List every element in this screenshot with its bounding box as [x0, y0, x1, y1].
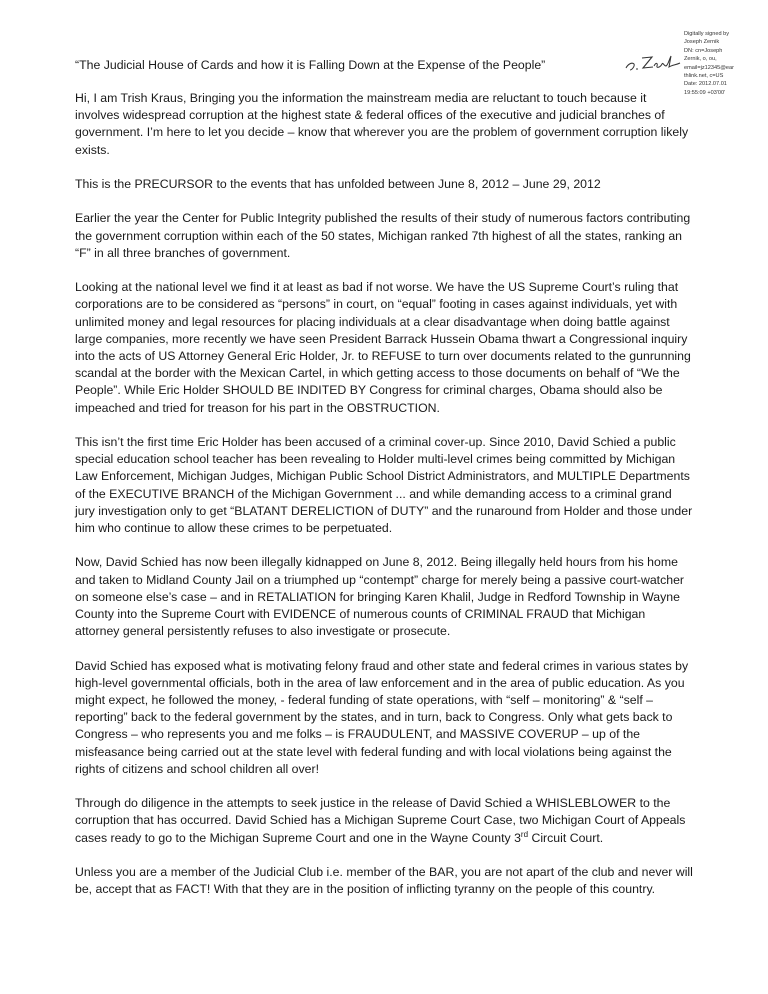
digital-signature: [622, 30, 762, 96]
signature-details: [684, 30, 762, 97]
paragraph: Earlier the year the Center for Public Integrity published the results of their study of numerous factors contributing the government corruption within each of the 50 states, Michigan ranked 7th highest of all the states, ranking an “F” in all three branches of government.: [75, 211, 691, 260]
ordinal-suffix: rd: [520, 829, 529, 839]
paragraph-text: Through do diligence in the attempts to seek justice in the release of David Schied a WHISLEBLOWER to the corruption that has occurred. David Schied has a Michigan Supreme Court Case, two Michigan Court of Appeals cases ready to go to the Michigan Supreme Court and one in the Wayne County 3: [75, 796, 686, 845]
paragraph: This isn’t the first time Eric Holder has been accused of a criminal cover-up. Since 2010, David Schied a public special education school teacher has been revealing to Holder multi-level crimes being committed by Michigan Law Enforcement, Michigan Judges, Michigan Public School District Administrators, and MULTIPLE Departments of the EXECUTIVE BRANCH of the Michigan Government ... and while demanding access to a criminal grand jury investigation only to get “BLATANT DERELICTION of DUTY” and the runaround from Holder and those under him who continue to allow these crimes to be perpetuated.: [75, 435, 693, 536]
signature-line: Digitally signed by: [684, 31, 730, 37]
paragraph: Hi, I am Trish Kraus, Bringing you the information the mainstream media are reluctant to touch because it involves widespread corruption at the highest state & federal offices of the executive and judicial branches of government. I’m here to let you decide – know that wherever you are the problem of government corruption likely exists.: [75, 91, 689, 157]
paragraph: Now, David Schied has now been illegally kidnapped on June 8, 2012. Being illegally held hours from his home and taken to Midland County Jail on a triumphed up “contempt” charge for merely being a passive court-watcher on someone else’s case – and in RETALIATION for bringing Karen Khalil, Judge in Redford Township in Wayne County into the Supreme Court with EVIDENCE of numerous counts of CRIMINAL FRAUD that Michigan attorney general persistently refuses to also investigate or prosecute.: [75, 555, 685, 639]
paragraph: Looking at the national level we find it at least as bad if not worse. We have the US Supreme Court’s ruling that corporations are to be considered as “persons” in court, on “equal” footing in cases against individuals, yet with unlimited money and legal resources for placing individuals at a clear disadvantage when doing battle against large companies, more recently we have seen President Barrack Hussein Obama thwart a Congressional inquiry into the acts of US Attorney General Eric Holder, Jr. to REFUSE to turn over documents related to the gunrunning scandal at the border with the Mexican Cartel, in which getting access to those documents on behalf of “We the People”. While Eric Holder SHOULD BE INDITED BY Congress for criminal charges, Obama should also be impeached and tried for treason for his part in the OBSTRUCTION.: [75, 280, 691, 415]
document-title: “The Judicial House of Cards and how it is Falling Down at the Expense of the People”: [75, 58, 546, 72]
signature-line: email=jz12345@ear: [684, 64, 734, 71]
signature-line: thlink.net, c=US: [684, 73, 724, 80]
paragraph: This is the PRECURSOR to the events that has unfolded between June 8, 2012 – June 29, 2012: [75, 177, 601, 191]
signature-line: Date: 2012.07.01: [684, 81, 727, 88]
document-body: [75, 90, 693, 916]
signature-line: 19:55:09 +03'00': [684, 89, 726, 96]
paragraph: David Schied has exposed what is motivating felony fraud and other state and federal crimes in various states by high-level governmental officials, both in the area of law enforcement and in the area of public education. As you might expect, he followed the money, - federal funding of state operations, with “self – monitoring” & “self – reporting” back to the federal government by the states, and in turn, back to Congress. Only what gets back to Congress – who represents you and me folks – is FRAUDULENT, and MASSIVE COVERUP – up of the misfeasance being carried out at the state level with federal funding and with local violations being against the rights of citizens and school children all over!: [75, 658, 689, 776]
signature-line: Zernik, o, ou,: [684, 56, 717, 63]
signature-line: DN: cn=Joseph: [684, 47, 723, 54]
paragraph: Unless you are a member of the Judicial Club i.e. member of the BAR, you are not apart of the club and never will be, accept that as FACT! With that they are in the position of inflicting tyranny on the people of this country.: [75, 865, 693, 897]
paragraph-text: Circuit Court.: [528, 830, 604, 845]
paragraph-court-cases: [75, 795, 693, 847]
signature-line: Joseph Zernik: [684, 39, 720, 46]
